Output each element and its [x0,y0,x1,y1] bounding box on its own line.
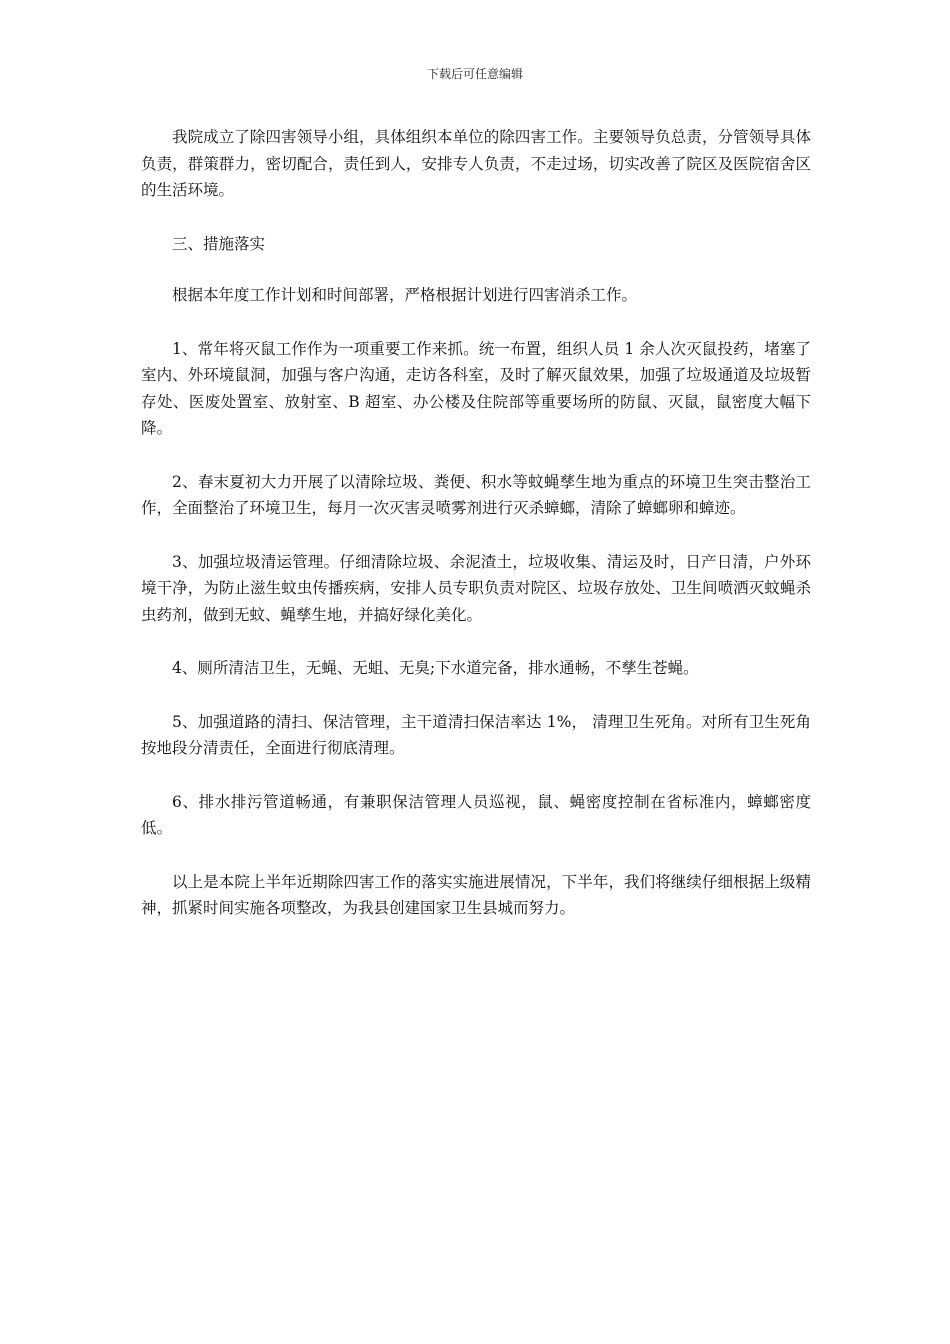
paragraph-item-3-garbage-removal: 3、加强垃圾清运管理。仔细清除垃圾、余泥渣土，垃圾收集、清运及时，日产日清，户外环境干净，为防止滋生蚊虫传播疾病，安排人员专职负责对院区、垃圾存放处、卫生间喷洒灭蚊蝇杀虫药剂，做到无蚊、蝇孳生地，并搞好绿化美化。 [141,552,811,624]
paragraph-leadership-group: 我院成立了除四害领导小组，具体组织本单位的除四害工作。主要领导负总责，分管领导具体负责，群策群力，密切配合，责任到人，安排专人负责，不走过场，切实改善了院区及医院宿舍区的生活环境。 [141,128,811,199]
paragraph-item-2-sanitation-campaign: 2、春末夏初大力开展了以清除垃圾、粪便、积水等蚊蝇孳生地为重点的环境卫生突击整治工作，全面整治了环境卫生，每月一次灭害灵喷雾剂进行灭杀蟑螂，清除了蟑螂卵和蟑迹。 [141,472,811,517]
paragraph-item-6-drainage: 6、排水排污管道畅通，有兼职保洁管理人员巡视，鼠、蝇密度控制在省标准内，蟑螂密度低。 [141,792,811,837]
section-heading-measures: 三、措施落实 [172,234,266,253]
paragraph-plan: 根据本年度工作计划和时间部署，严格根据计划进行四害消杀工作。 [172,286,638,304]
header-note: 下载后可任意编辑 [426,67,523,81]
document-body [141,124,811,949]
paragraph-item-4-toilet-cleaning: 4、厕所清洁卫生，无蝇、无蛆、无臭;下水道完备，排水通畅，不孳生苍蝇。 [172,659,699,677]
paragraph-item-5-road-cleaning: 5、加强道路的清扫、保洁管理，主干道清扫保洁率达 1%， 清理卫生死角。对所有卫生死角按地段分清责任，全面进行彻底清理。 [141,712,811,757]
paragraph-item-1-rodent-control: 1、常年将灭鼠工作作为一项重要工作来抓。统一布置，组织人员 1 余人次灭鼠投药，堵塞了室内、外环境鼠洞，加强与客户沟通，走访各科室，及时了解灭鼠效果，加强了垃圾通道及垃圾暂存处、医废处置室、放射室、B 超室、办公楼及住院部等重要场所的防鼠、灭鼠，鼠密度大幅下降。 [141,339,811,437]
paragraph-conclusion: 以上是本院上半年近期除四害工作的落实实施进展情况，下半年，我们将继续仔细根据上级精神，抓紧时间实施各项整改，为我县创建国家卫生县城而努力。 [141,872,811,917]
